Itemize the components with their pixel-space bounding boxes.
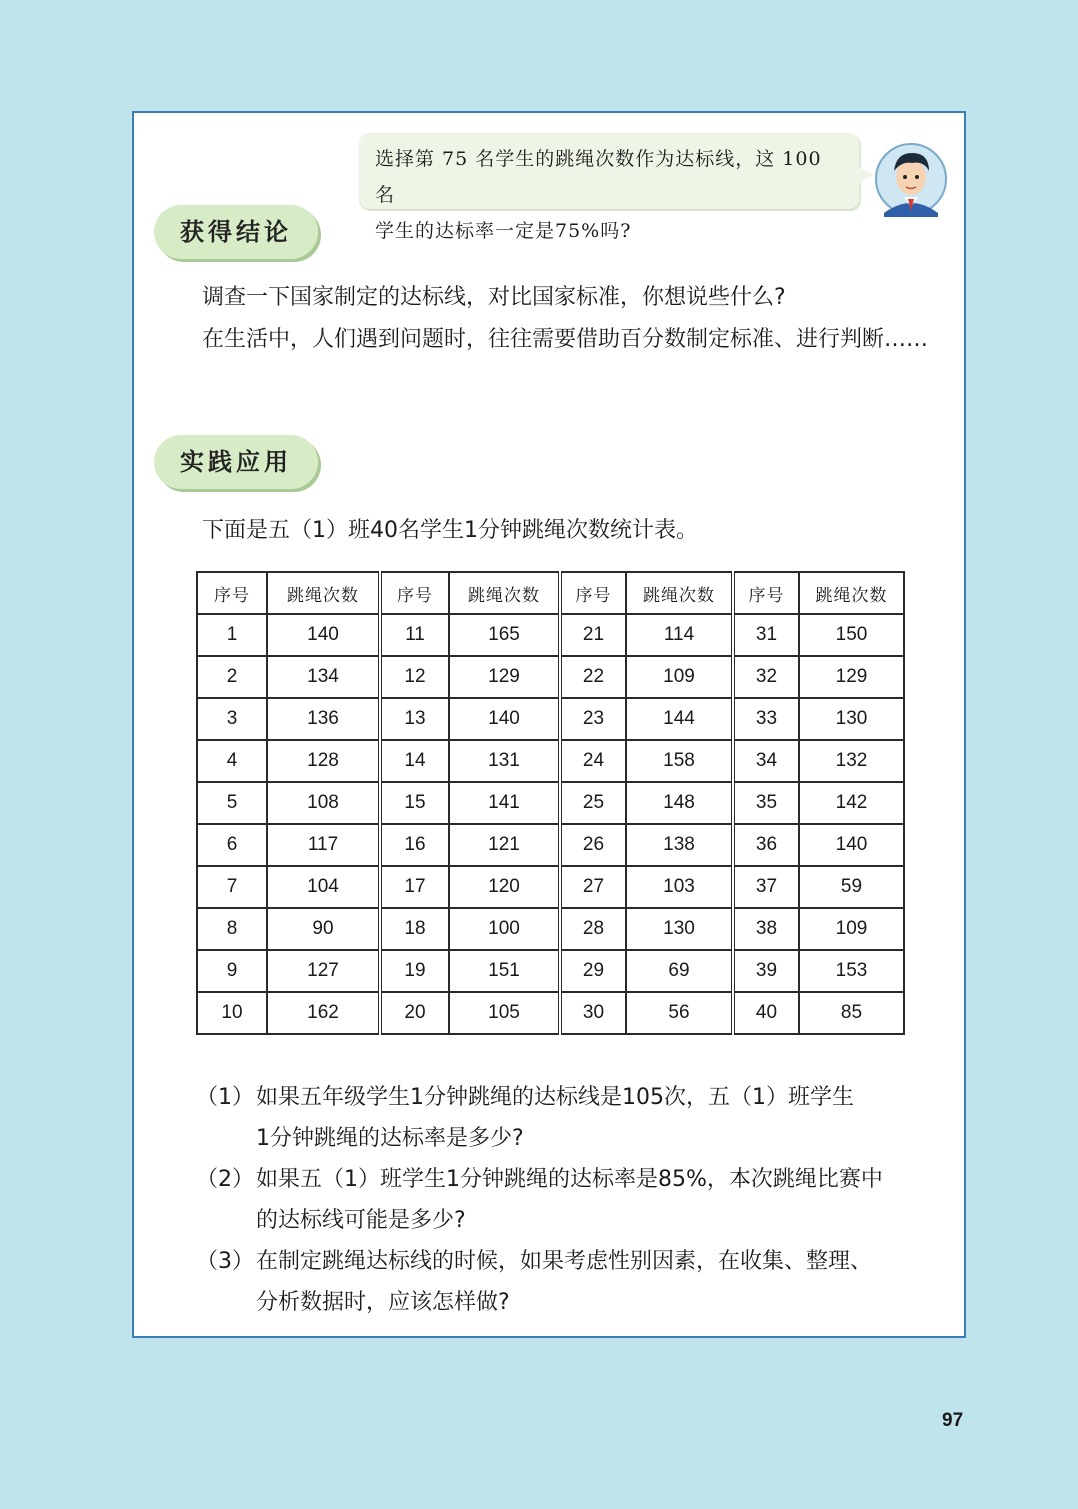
cell-number: 9 [197, 950, 267, 992]
cell-jump-count: 165 [449, 614, 560, 656]
cell-number: 39 [733, 950, 799, 992]
header-no: 序号 [733, 572, 799, 614]
table-row [197, 782, 904, 824]
cell-jump-count: 132 [799, 740, 904, 782]
section-title-conclusion: 获得结论 [154, 205, 318, 259]
bubble-line-2: 学生的达标率一定是75%吗? [375, 220, 632, 242]
cell-jump-count: 140 [449, 698, 560, 740]
table-row [197, 656, 904, 698]
cell-number: 4 [197, 740, 267, 782]
student-avatar-icon [874, 141, 948, 217]
cell-jump-count: 128 [267, 740, 380, 782]
cell-jump-count: 138 [626, 824, 733, 866]
question-text: 1分钟跳绳的达标率是多少? [256, 1126, 524, 1151]
cell-number: 30 [560, 992, 626, 1034]
jump-rope-table [196, 571, 905, 1035]
table-row [197, 824, 904, 866]
cell-number: 2 [197, 656, 267, 698]
bubble-line-1: 选择第 75 名学生的跳绳次数作为达标线，这 100 名 [375, 148, 822, 206]
cell-number: 36 [733, 824, 799, 866]
cell-number: 38 [733, 908, 799, 950]
cell-number: 35 [733, 782, 799, 824]
cell-jump-count: 140 [799, 824, 904, 866]
cell-number: 20 [380, 992, 449, 1034]
cell-jump-count: 117 [267, 824, 380, 866]
cell-number: 31 [733, 614, 799, 656]
cell-jump-count: 103 [626, 866, 733, 908]
cell-number: 29 [560, 950, 626, 992]
table-row [197, 698, 904, 740]
cell-number: 7 [197, 866, 267, 908]
cell-number: 37 [733, 866, 799, 908]
question-number: （2） [196, 1167, 254, 1192]
cell-jump-count: 59 [799, 866, 904, 908]
cell-jump-count: 69 [626, 950, 733, 992]
cell-jump-count: 109 [799, 908, 904, 950]
cell-number: 17 [380, 866, 449, 908]
question-text: 如果五（1）班学生1分钟跳绳的达标率是85%，本次跳绳比赛中 [256, 1167, 883, 1192]
cell-number: 24 [560, 740, 626, 782]
cell-jump-count: 121 [449, 824, 560, 866]
question-number: （3） [196, 1249, 254, 1274]
cell-jump-count: 105 [449, 992, 560, 1034]
cell-number: 3 [197, 698, 267, 740]
question-text: 在制定跳绳达标线的时候，如果考虑性别因素，在收集、整理、 [256, 1249, 873, 1274]
cell-number: 16 [380, 824, 449, 866]
cell-jump-count: 130 [626, 908, 733, 950]
cell-jump-count: 153 [799, 950, 904, 992]
table-row [197, 866, 904, 908]
table-row [197, 740, 904, 782]
question-text: 如果五年级学生1分钟跳绳的达标线是105次，五（1）班学生 [256, 1085, 854, 1110]
question-text: 分析数据时，应该怎样做? [256, 1290, 510, 1315]
cell-number: 22 [560, 656, 626, 698]
cell-jump-count: 136 [267, 698, 380, 740]
cell-jump-count: 114 [626, 614, 733, 656]
speech-bubble [359, 133, 859, 242]
question-number: （1） [196, 1085, 254, 1110]
cell-number: 10 [197, 992, 267, 1034]
cell-jump-count: 104 [267, 866, 380, 908]
cell-jump-count: 130 [799, 698, 904, 740]
cell-jump-count: 120 [449, 866, 560, 908]
table-row [197, 950, 904, 992]
question-text: 的达标线可能是多少? [256, 1208, 466, 1233]
cell-jump-count: 142 [799, 782, 904, 824]
cell-jump-count: 90 [267, 908, 380, 950]
cell-number: 1 [197, 614, 267, 656]
cell-number: 28 [560, 908, 626, 950]
table-header-row [197, 572, 904, 614]
cell-number: 11 [380, 614, 449, 656]
cell-jump-count: 140 [267, 614, 380, 656]
header-count: 跳绳次数 [799, 572, 904, 614]
header-count: 跳绳次数 [626, 572, 733, 614]
cell-jump-count: 56 [626, 992, 733, 1034]
cell-jump-count: 141 [449, 782, 560, 824]
table-intro: 下面是五（1）班40名学生1分钟跳绳次数统计表。 [202, 518, 698, 543]
cell-number: 15 [380, 782, 449, 824]
header-count: 跳绳次数 [449, 572, 560, 614]
page-number: 97 [942, 1410, 964, 1431]
cell-jump-count: 134 [267, 656, 380, 698]
table-row [197, 614, 904, 656]
cell-jump-count: 162 [267, 992, 380, 1034]
cell-number: 40 [733, 992, 799, 1034]
cell-number: 19 [380, 950, 449, 992]
cell-jump-count: 127 [267, 950, 380, 992]
cell-jump-count: 109 [626, 656, 733, 698]
cell-jump-count: 144 [626, 698, 733, 740]
paragraph-investigate: 调查一下国家制定的达标线，对比国家标准，你想说些什么? [202, 285, 786, 310]
cell-number: 23 [560, 698, 626, 740]
cell-jump-count: 151 [449, 950, 560, 992]
cell-jump-count: 85 [799, 992, 904, 1034]
table-row [197, 992, 904, 1034]
cell-number: 8 [197, 908, 267, 950]
header-no: 序号 [560, 572, 626, 614]
cell-jump-count: 108 [267, 782, 380, 824]
cell-jump-count: 129 [799, 656, 904, 698]
cell-number: 27 [560, 866, 626, 908]
textbook-page [132, 111, 966, 1338]
cell-number: 32 [733, 656, 799, 698]
cell-jump-count: 129 [449, 656, 560, 698]
cell-jump-count: 131 [449, 740, 560, 782]
cell-number: 25 [560, 782, 626, 824]
question-1 [196, 1077, 956, 1159]
cell-number: 34 [733, 740, 799, 782]
cell-jump-count: 148 [626, 782, 733, 824]
bubble-tail [859, 167, 873, 183]
cell-number: 21 [560, 614, 626, 656]
cell-number: 14 [380, 740, 449, 782]
table-row [197, 908, 904, 950]
cell-number: 5 [197, 782, 267, 824]
header-count: 跳绳次数 [267, 572, 380, 614]
header-no: 序号 [380, 572, 449, 614]
cell-number: 12 [380, 656, 449, 698]
cell-number: 13 [380, 698, 449, 740]
question-3 [196, 1241, 956, 1323]
header-no: 序号 [197, 572, 267, 614]
cell-jump-count: 158 [626, 740, 733, 782]
cell-number: 18 [380, 908, 449, 950]
question-2 [196, 1159, 956, 1241]
cell-jump-count: 150 [799, 614, 904, 656]
cell-number: 33 [733, 698, 799, 740]
cell-number: 6 [197, 824, 267, 866]
cell-jump-count: 100 [449, 908, 560, 950]
section-title-practice: 实践应用 [154, 435, 318, 489]
paragraph-daily-life: 在生活中，人们遇到问题时，往往需要借助百分数制定标准、进行判断…… [202, 327, 929, 352]
cell-number: 26 [560, 824, 626, 866]
